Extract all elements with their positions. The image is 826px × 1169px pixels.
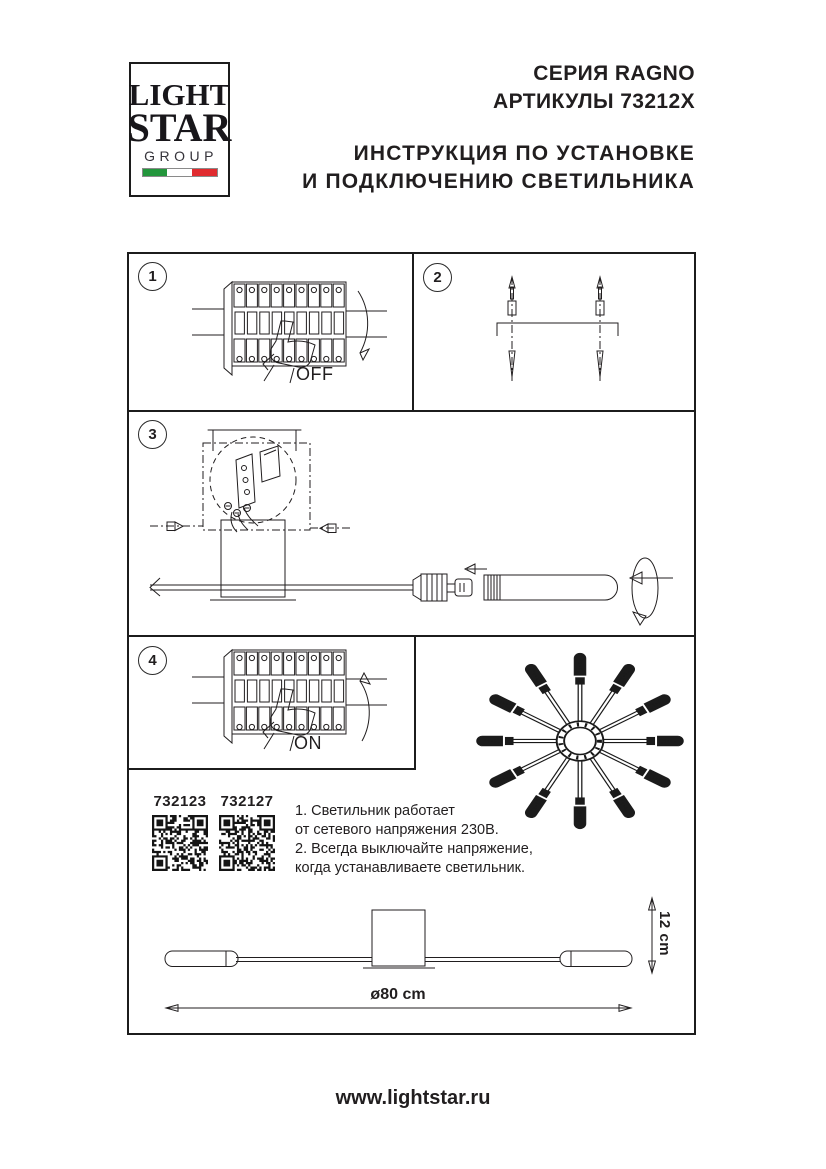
lamp-tube-left xyxy=(165,951,238,967)
flag-white xyxy=(167,169,192,176)
note-line-4: когда устанавливаете светильник. xyxy=(295,860,526,876)
side-screw-right xyxy=(310,524,352,533)
canopy-side xyxy=(372,910,425,966)
mounting-bracket-diagram xyxy=(483,271,633,391)
articles-line: АРТИКУЛЫ 73212X xyxy=(493,90,695,113)
divider-vertical xyxy=(412,253,414,411)
note-line-2: от сетевого напряжения 230В. xyxy=(295,822,499,838)
step1-number: 1 xyxy=(138,262,167,291)
instruction-title xyxy=(302,140,695,196)
lightstar-logo xyxy=(129,62,230,197)
side-screw-left xyxy=(150,522,203,531)
italian-flag-stripe xyxy=(142,168,218,177)
safety-notes xyxy=(295,802,533,878)
divider-horizontal-1 xyxy=(127,410,696,412)
qr-label-732127: 732127 xyxy=(220,793,274,810)
glass-tube xyxy=(484,575,618,600)
logo-text-group: GROUP xyxy=(144,148,218,164)
note-line-1: 1. Светильник работает xyxy=(295,803,455,819)
flag-green xyxy=(143,169,168,176)
halogen-bulb xyxy=(447,579,472,596)
rotate-arrow xyxy=(630,558,673,625)
wiring-detail-magnifier xyxy=(210,437,296,523)
off-label: OFF xyxy=(296,364,334,384)
diameter-dimension-line xyxy=(166,1005,631,1012)
website-url: www.lightstar.ru xyxy=(335,1087,491,1109)
logo-text-light: LIGHT xyxy=(128,77,231,112)
note-line-3: 2. Всегда выключайте напряжение, xyxy=(295,841,533,857)
logo-text-star: STAR xyxy=(127,105,232,150)
circuit-breaker-on-diagram xyxy=(190,643,390,763)
bracket-screw-left xyxy=(508,277,516,383)
step2-number: 2 xyxy=(423,263,452,292)
flag-red xyxy=(192,169,217,176)
step4-number: 4 xyxy=(138,646,167,675)
diameter-dimension-label: ø80 cm xyxy=(370,986,426,1003)
height-dimension-line xyxy=(649,898,656,973)
qr-code-732127 xyxy=(219,815,275,871)
ceiling-installation-diagram xyxy=(140,418,690,633)
qr-label-732123: 732123 xyxy=(153,793,207,810)
ceiling-box xyxy=(203,443,310,530)
lamp-socket xyxy=(413,574,447,601)
circuit-breaker-off-diagram xyxy=(190,275,390,395)
instruction-title-line2: И ПОДКЛЮЧЕНИЮ СВЕТИЛЬНИКА xyxy=(302,170,695,193)
height-dimension-label: 12 cm xyxy=(656,911,673,957)
arm-break-mark xyxy=(150,578,160,596)
instruction-title-line1: ИНСТРУКЦИЯ ПО УСТАНОВКЕ xyxy=(353,142,695,165)
insert-arrow xyxy=(465,564,487,574)
series-title: СЕРИЯ RAGNO xyxy=(533,62,695,85)
qr-code-732123 xyxy=(152,815,208,871)
step3-number: 3 xyxy=(138,420,167,449)
bracket-screw-right xyxy=(596,277,604,383)
on-label: ON xyxy=(294,733,322,753)
document-header xyxy=(302,60,695,196)
